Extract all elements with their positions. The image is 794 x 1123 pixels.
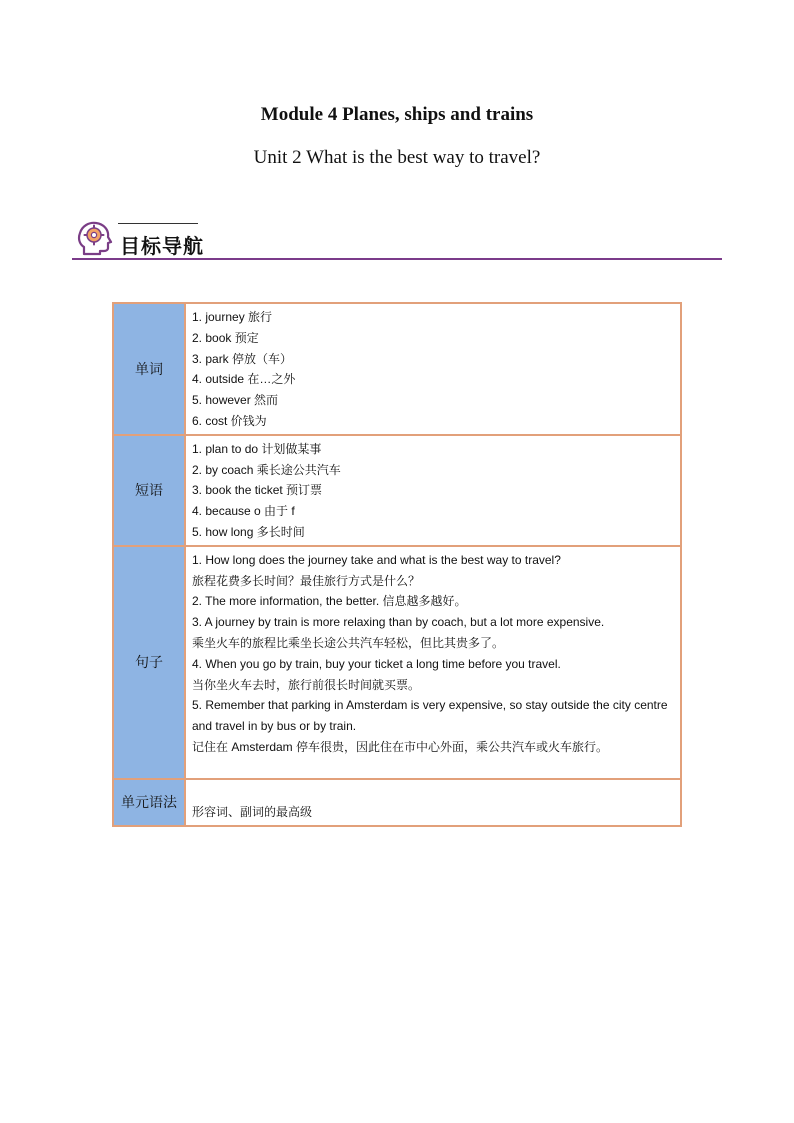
section-divider (72, 258, 722, 260)
table-row-grammar (113, 779, 681, 826)
list-item: 5. how long 多长时间 (192, 524, 305, 539)
list-item: 乘坐火车的旅程比乘坐长途公共汽车轻松，但比其贵多了。 (192, 635, 505, 650)
row-label-words: 单词 (113, 303, 185, 435)
table-row-sentences (113, 546, 681, 779)
grammar-text (185, 779, 681, 826)
head-gear-icon (74, 218, 114, 258)
words-list (185, 303, 681, 435)
section-title: 目标导航 (120, 234, 204, 258)
list-item: 3. A journey by train is more relaxing than by coach, but a lot more expensive. (192, 615, 605, 630)
table-row-words (113, 303, 681, 435)
study-table (112, 302, 682, 827)
list-item: 1. plan to do 计划做某事 (192, 441, 322, 456)
list-item: 旅程花费多长时间？最佳旅行方式是什么？ (192, 573, 421, 588)
list-item: 4. outside 在…之外 (192, 372, 296, 387)
list-item: 当你坐火车去时，旅行前很长时间就买票。 (192, 677, 421, 692)
list-item: 2. book 预定 (192, 330, 259, 345)
page-title: Module 4 Planes, ships and trains (260, 104, 534, 125)
row-label-grammar: 单元语法 (113, 779, 185, 826)
section-overline (118, 223, 198, 224)
sentences-list (185, 546, 681, 779)
list-item: 4. When you go by train, buy your ticket a long time before you travel. (192, 656, 561, 671)
list-item: 3. park 停放（车） (192, 351, 293, 366)
list-item: 1. How long does the journey take and what is the best way to travel? (192, 552, 561, 567)
list-item: 1. journey 旅行 (192, 310, 273, 324)
phrases-list (185, 435, 681, 546)
list-item: 2. The more information, the better. 信息越多越好。 (192, 594, 467, 609)
table-row-phrases (113, 435, 681, 546)
list-item: 5. however 然而 (192, 393, 279, 408)
list-item: 形容词、副词的最高级 (192, 804, 313, 819)
list-item: 记住在 Amsterdam 停车很贵，因此住在市中心外面，乘公共汽车或火车旅行。 (192, 739, 609, 754)
list-item: 3. book the ticket 预订票 (192, 483, 323, 498)
list-item: 5. Remember that parking in Amsterdam is very expensive, so stay outside the city centre and travel in by bus or by train. (192, 698, 668, 734)
row-label-phrases: 短语 (113, 435, 185, 546)
row-label-sentences: 句子 (113, 546, 185, 779)
list-item: 6. cost 价钱为 (192, 413, 267, 428)
list-item: 2. by coach 乘长途公共汽车 (192, 462, 341, 477)
list-item: 4. because o 由于 f (192, 504, 295, 519)
page-subtitle: Unit 2 What is the best way to travel? (253, 147, 541, 168)
